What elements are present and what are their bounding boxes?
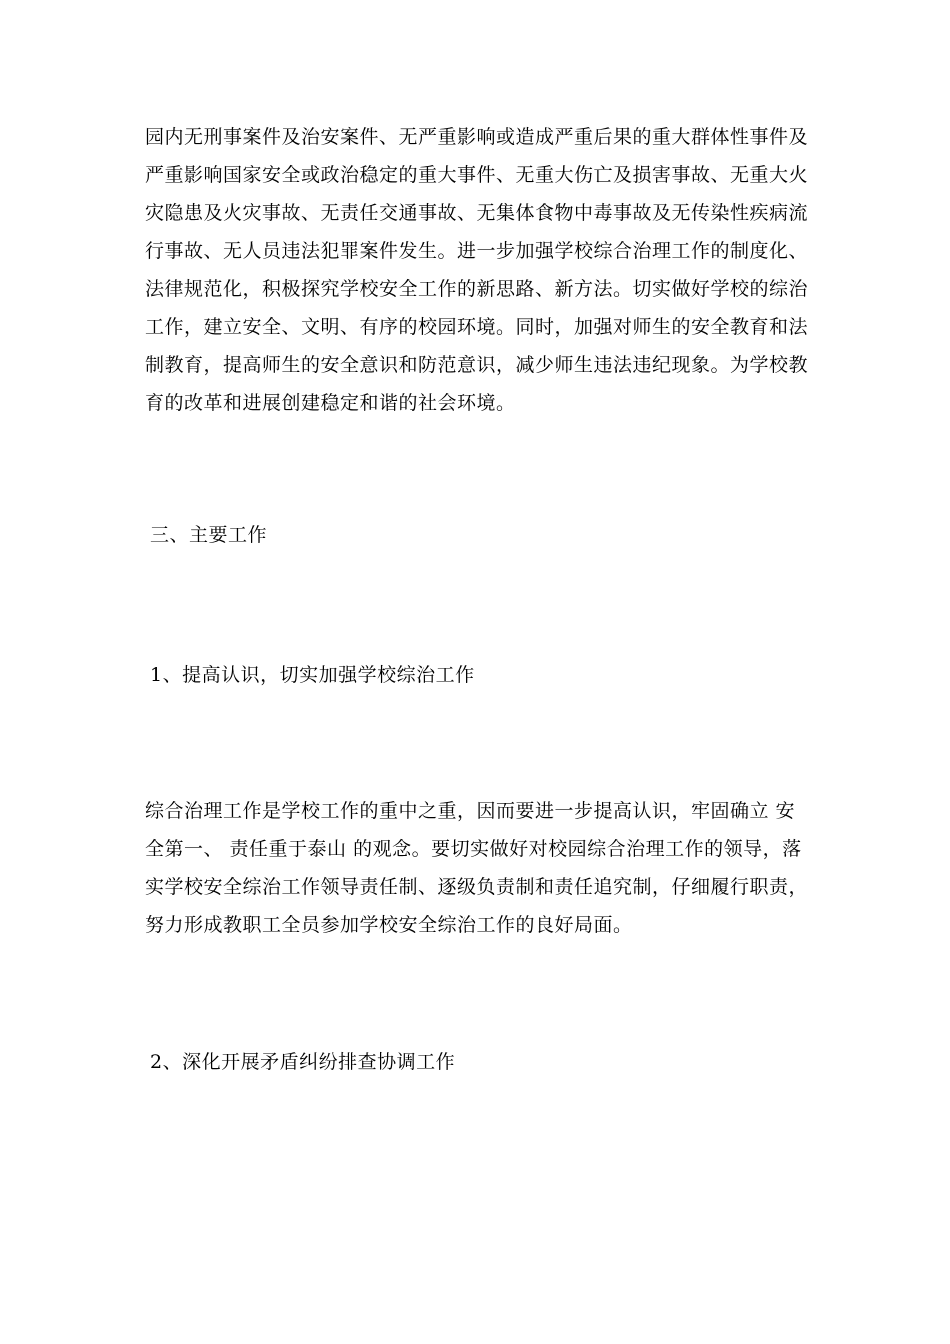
paragraph-line: 综合治理工作是学校工作的重中之重，因而要进一步提高认识，牢固确立 安: [145, 800, 796, 822]
paragraph-line: 全第一、 责任重于泰山 的观念。要切实做好对校园综合治理工作的领导，落: [145, 838, 802, 860]
paragraph-line: 园内无刑事案件及治安案件、无严重影响或造成严重后果的重大群体性事件及: [145, 126, 809, 148]
paragraph-line: 行事故、无人员违法犯罪案件发生。进一步加强学校综合治理工作的制度化、: [145, 240, 809, 262]
paragraph-line: 制教育，提高师生的安全意识和防范意识，减少师生违法违纪现象。为学校教: [145, 354, 809, 376]
paragraph-line: 工作，建立安全、文明、有序的校园环境。同时，加强对师生的安全教育和法: [145, 316, 809, 338]
section-heading: 三、主要工作: [150, 524, 268, 546]
paragraph-line: 努力形成教职工全员参加学校安全综治工作的良好局面。: [145, 914, 633, 936]
paragraph-awareness: [145, 792, 809, 944]
paragraph-line: 严重影响国家安全或政治稳定的重大事件、无重大伤亡及损害事故、无重大火: [145, 164, 809, 186]
paragraph-line: 育的改革和进展创建稳定和谐的社会环境。: [145, 392, 516, 414]
paragraph-line: 法律规范化，积极探究学校安全工作的新思路、新方法。切实做好学校的综治: [145, 278, 809, 300]
paragraph-line: 灾隐患及火灾事故、无责任交通事故、无集体食物中毒事故及无传染性疾病流: [145, 202, 809, 224]
subheading-2: 2、深化开展矛盾纠纷排查协调工作: [150, 1051, 456, 1073]
paragraph-goals: [145, 118, 809, 422]
paragraph-line: 实学校安全综治工作领导责任制、逐级负责制和责任追究制，仔细履行职责，: [145, 876, 809, 898]
subheading-1: 1、提高认识，切实加强学校综治工作: [150, 664, 475, 686]
